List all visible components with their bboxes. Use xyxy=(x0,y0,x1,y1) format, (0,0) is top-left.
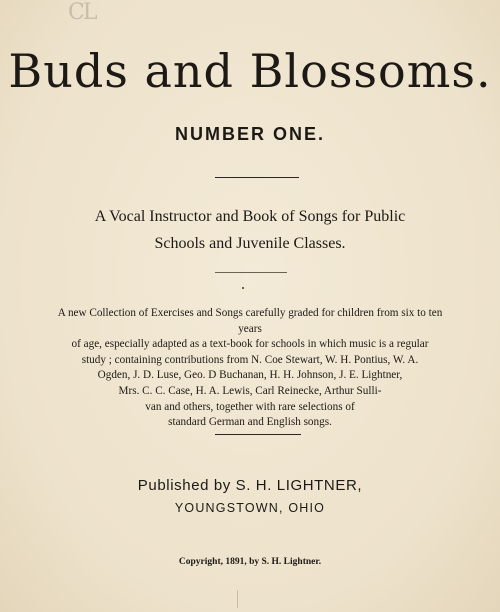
copyright-notice: Copyright, 1891, by S. H. Lightner. xyxy=(178,557,322,567)
subtitle xyxy=(0,203,500,257)
description-line: of age, especially adapted as a text-book for schools in which music is a regular xyxy=(71,338,429,351)
publisher-city: YOUNGSTOWN, OHIO xyxy=(174,501,326,515)
book-title: Buds and Blossoms. xyxy=(8,44,492,98)
description-line: van and others, together with rare selections of xyxy=(145,400,355,413)
divider-3 xyxy=(215,434,301,435)
description-line: standard German and English songs. xyxy=(168,416,332,429)
description-line: study ; containing contributions from N. Coe Stewart, W. H. Pontius, W. A. xyxy=(81,353,419,366)
divider-2 xyxy=(215,272,287,273)
publisher: Published by S. H. LIGHTNER, xyxy=(137,477,363,494)
subtitle-line-1: A Vocal Instructor and Book of Songs for Public xyxy=(94,208,406,225)
volume-number: NUMBER ONE. xyxy=(174,124,325,144)
divider-1 xyxy=(215,177,299,178)
library-stamp: CL xyxy=(68,0,96,25)
subtitle-line-2: Schools and Juvenile Classes. xyxy=(154,235,346,252)
description-line: A new Collection of Exercises and Songs carefully graded for children from six to ten years xyxy=(57,307,443,335)
description xyxy=(52,306,448,431)
description-line: Ogden, J. D. Luse, Geo. D Buchanan, H. H. Johnson, J. E. Lightner, xyxy=(97,369,403,382)
ornament-dot xyxy=(242,287,244,289)
description-line: Mrs. C. C. Case, H. A. Lewis, Carl Reinecke, Arthur Sulli- xyxy=(118,384,382,397)
paper-mark xyxy=(237,590,238,608)
